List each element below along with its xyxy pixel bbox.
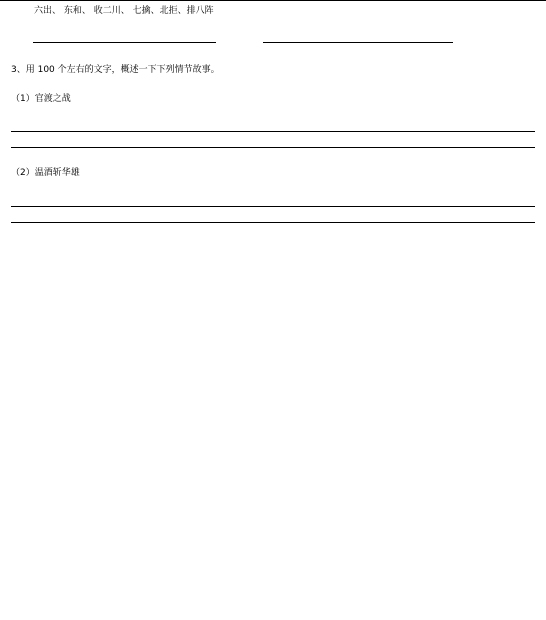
top-text-line: 六出、 东和、 收二川、 七擒、北拒、排八阵 <box>34 6 214 16</box>
item-1-answer-line-1 <box>11 131 535 132</box>
question-3-prompt: 3、用 100 个左右的文字，概述一下下列情节故事。 <box>11 65 220 75</box>
item-2-label: （2）温酒斩华雄 <box>11 168 80 178</box>
answer-blank-2 <box>263 42 453 43</box>
item-2-answer-line-1 <box>11 206 535 207</box>
item-2-answer-line-2 <box>11 222 535 223</box>
item-1-answer-line-2 <box>11 147 535 148</box>
page-top-rule <box>0 0 546 1</box>
answer-blank-1 <box>33 42 216 43</box>
item-1-label: （1）官渡之战 <box>11 94 71 104</box>
